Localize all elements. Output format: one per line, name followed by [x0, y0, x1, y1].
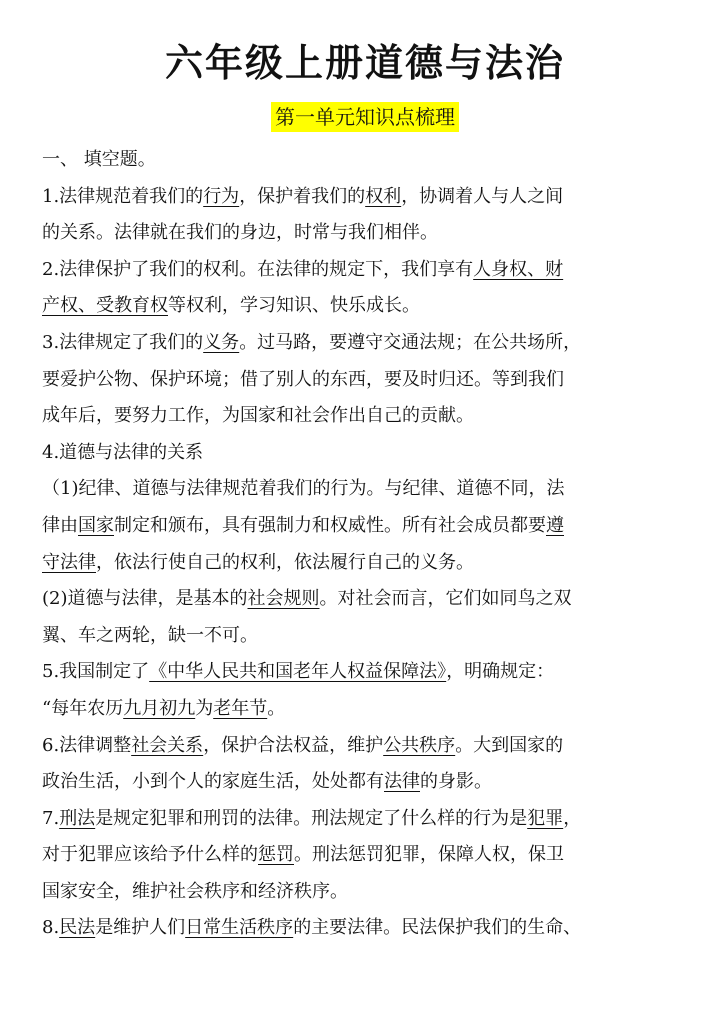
answer-underlined: 人身权、财 — [473, 258, 564, 280]
text-line — [42, 874, 688, 911]
text-line — [42, 764, 688, 801]
answer-underlined: 行为 — [203, 185, 240, 207]
text-segment: ，依法行使自己的权利，依法履行自己的义务。 — [96, 551, 474, 573]
text-line — [42, 545, 688, 582]
text-segment: 5.我国制定了 — [42, 661, 150, 683]
text-segment: 为 — [195, 697, 214, 719]
answer-underlined: 国家 — [78, 514, 114, 536]
answer-underlined: 权利 — [365, 185, 402, 207]
text-segment: 。对社会而言，它们如同鸟之双 — [319, 588, 572, 610]
text-line — [42, 252, 688, 289]
answer-underlined: 社会规则 — [247, 588, 320, 610]
answer-underlined: 产权、受教育权 — [42, 295, 168, 317]
text-segment: ，协调着人与人之间 — [401, 185, 564, 207]
answer-underlined: 遵 — [546, 514, 564, 536]
text-segment: ，保护着我们的 — [239, 185, 366, 207]
text-segment: 2.法律保护了我们的权利。在法律的规定下，我们享有 — [42, 258, 474, 280]
text-segment: 的主要法律。民法保护我们的生命、 — [293, 917, 582, 939]
text-segment: ，保护合法权益，维护 — [203, 734, 384, 756]
text-line — [42, 508, 688, 545]
text-segment: 是规定犯罪和刑罚的法律。刑法规定了什么样的行为是 — [95, 807, 528, 829]
text-line — [42, 435, 688, 472]
subtitle-wrap — [42, 102, 688, 134]
text-segment: 律由 — [42, 514, 78, 536]
text-segment: 4.道德与法律的关系 — [42, 441, 204, 463]
text-segment: 等权利，学习知识、快乐成长。 — [168, 295, 420, 317]
text-line — [42, 618, 688, 655]
text-line — [42, 325, 688, 362]
text-segment: 的身影。 — [420, 771, 492, 793]
answer-underlined: 惩罚 — [258, 844, 294, 866]
answer-underlined: 公共秩序 — [383, 734, 456, 756]
answer-underlined: 民法 — [59, 917, 96, 939]
text-segment: 对于犯罪应该给予什么样的 — [42, 844, 258, 866]
text-line — [42, 398, 688, 435]
answer-underlined: 义务 — [203, 331, 240, 353]
answer-underlined: 日常生活秩序 — [185, 917, 294, 939]
text-line — [42, 654, 688, 691]
document-title: 六年级上册道德与法治 — [164, 41, 565, 85]
answer-underlined: 法律 — [384, 771, 420, 793]
text-line — [42, 142, 688, 179]
text-segment: 8. — [42, 917, 60, 939]
text-line — [42, 837, 688, 874]
text-line — [42, 728, 688, 765]
text-segment: 一、 填空题。 — [42, 149, 156, 170]
answer-underlined: 九月初九 — [123, 697, 196, 719]
text-segment: 国家安全，维护社会秩序和经济秩序。 — [42, 880, 348, 902]
text-line — [42, 288, 688, 325]
text-line — [42, 910, 688, 947]
text-segment: 是维护人们 — [95, 917, 186, 939]
text-segment: 。过马路，要遵守交通法规；在公共场所， — [239, 331, 582, 353]
answer-underlined: 刑法 — [59, 807, 96, 829]
text-segment: 成年后，要努力工作，为国家和社会作出自己的贡献。 — [42, 405, 474, 427]
answer-underlined: 社会关系 — [131, 734, 204, 756]
text-line — [42, 471, 688, 508]
text-segment: 。 — [267, 697, 286, 719]
answer-underlined: 犯罪 — [527, 807, 564, 829]
text-segment: ，明确规定： — [446, 661, 555, 683]
text-segment: 6.法律调整 — [42, 734, 132, 756]
text-segment: 要爱护公物、保护环境；借了别人的东西，要及时归还。等到我们 — [42, 368, 564, 390]
text-line — [42, 691, 688, 728]
answer-underlined: 老年节 — [213, 697, 268, 719]
text-segment: 3.法律规定了我们的 — [42, 331, 204, 353]
text-segment: “每年农历 — [42, 697, 124, 719]
document-body — [42, 142, 688, 947]
text-line — [42, 581, 688, 618]
text-segment: ， — [563, 807, 582, 829]
text-segment: 翼、车之两轮，缺一不可。 — [42, 624, 258, 646]
text-segment: (2)道德与法律，是基本的 — [42, 588, 248, 610]
text-segment: 7. — [42, 807, 60, 829]
document-subtitle: 第一单元知识点梳理 — [271, 102, 459, 132]
text-line — [42, 179, 688, 216]
text-segment: 1.法律规范着我们的 — [42, 185, 204, 207]
text-segment: 。刑法惩罚犯罪，保障人权，保卫 — [294, 844, 564, 866]
text-line — [42, 215, 688, 252]
text-segment: 的关系。法律就在我们的身边，时常与我们相伴。 — [42, 222, 438, 244]
text-segment: （1)纪律、道德与法律规范着我们的行为。与纪律、道德不同，法 — [42, 478, 565, 500]
text-line — [42, 801, 688, 838]
answer-underlined: 《中华人民共和国老年人权益保障法》 — [149, 661, 447, 683]
text-segment: 政治生活，小到个人的家庭生活，处处都有 — [42, 771, 384, 793]
text-segment: 。大到国家的 — [455, 734, 564, 756]
text-line — [42, 362, 688, 399]
text-segment: 制定和颁布，具有强制力和权威性。所有社会成员都要 — [114, 514, 546, 536]
answer-underlined: 守法律 — [42, 551, 96, 573]
